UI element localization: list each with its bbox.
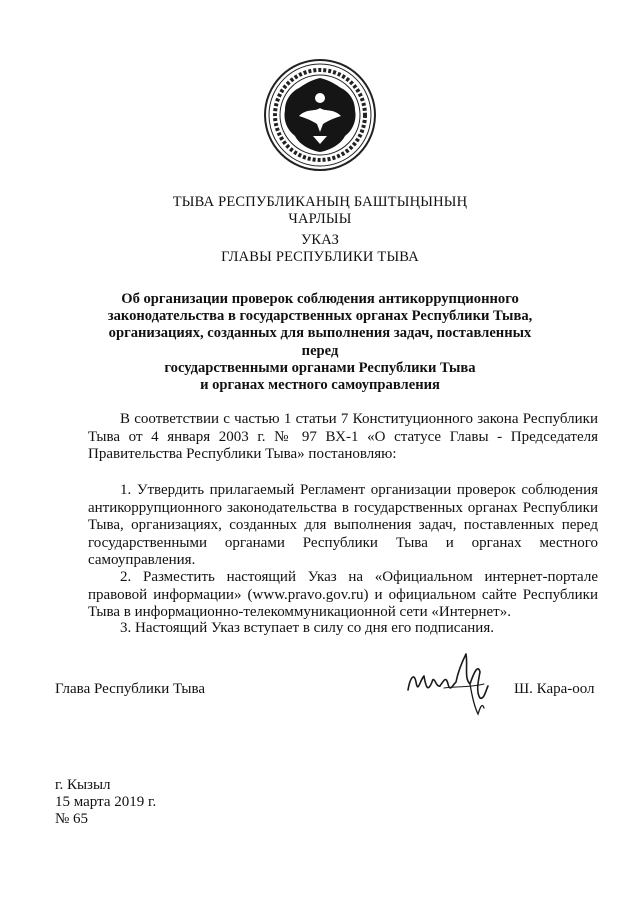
title-line: Об организации проверок соблюдения антикоррупционного [121, 291, 519, 307]
tuvan-header-line2: ЧАРЛЫЫ [288, 211, 352, 227]
signatory-position: Глава Республики Тыва [55, 681, 206, 697]
issue-city: г. Кызыл [55, 777, 111, 793]
issue-date: 15 марта 2019 г. [55, 794, 157, 810]
item-1-paragraph: 1. Утвердить прилагаемый Регламент организации проверок соблюдения антикоррупционного законодательства в государственных органах Республики Тыва, организациях, созданных для выполнения задач, поставленных перед государственными органами Республики Тыва и органах местного самоуправления. [88, 482, 598, 568]
tuva-coat-of-arms-emblem [263, 58, 377, 172]
title-line: организациях, созданных для выполнения задач, поставленных перед [108, 325, 532, 359]
tuvan-header [0, 194, 640, 228]
title-line: государственными органами Республики Тыва [164, 359, 476, 376]
title-line: и органах местного самоуправления [200, 377, 440, 394]
tuvan-header-line1: ТЫВА РЕСПУБЛИКАНЫҢ БАШТЫҢЫНЫҢ [172, 194, 468, 210]
signatory-name: Ш. Кара-оол [514, 681, 595, 697]
russian-header [0, 232, 640, 266]
handwritten-signature [400, 642, 500, 722]
decree-title [90, 291, 550, 394]
item-2-paragraph: 2. Разместить настоящий Указ на «Официальном интернет-портале правовой информации» (www.pravo.gov.ru) и официальном сайте Республики Тыва в информационно-телекоммуникационной сети «Интернет». [88, 569, 598, 620]
decree-issuer: ГЛАВЫ РЕСПУБЛИКИ ТЫВА [221, 249, 419, 265]
preamble-paragraph: В соответствии с частью 1 статьи 7 Конституционного закона Республики Тыва от 4 января 2003 г. № 97 ВХ-1 «О статусе Главы - Председателя Правительства Республики Тыва» постановляю: [88, 411, 598, 462]
title-line: законодательства в государственных органах Республики Тыва, [107, 308, 533, 325]
decree-number: № 65 [55, 811, 89, 827]
decree-word: УКАЗ [300, 232, 340, 248]
decree-footer [55, 777, 156, 828]
item-3-paragraph: 3. Настоящий Указ вступает в силу со дня его подписания. [120, 620, 494, 636]
